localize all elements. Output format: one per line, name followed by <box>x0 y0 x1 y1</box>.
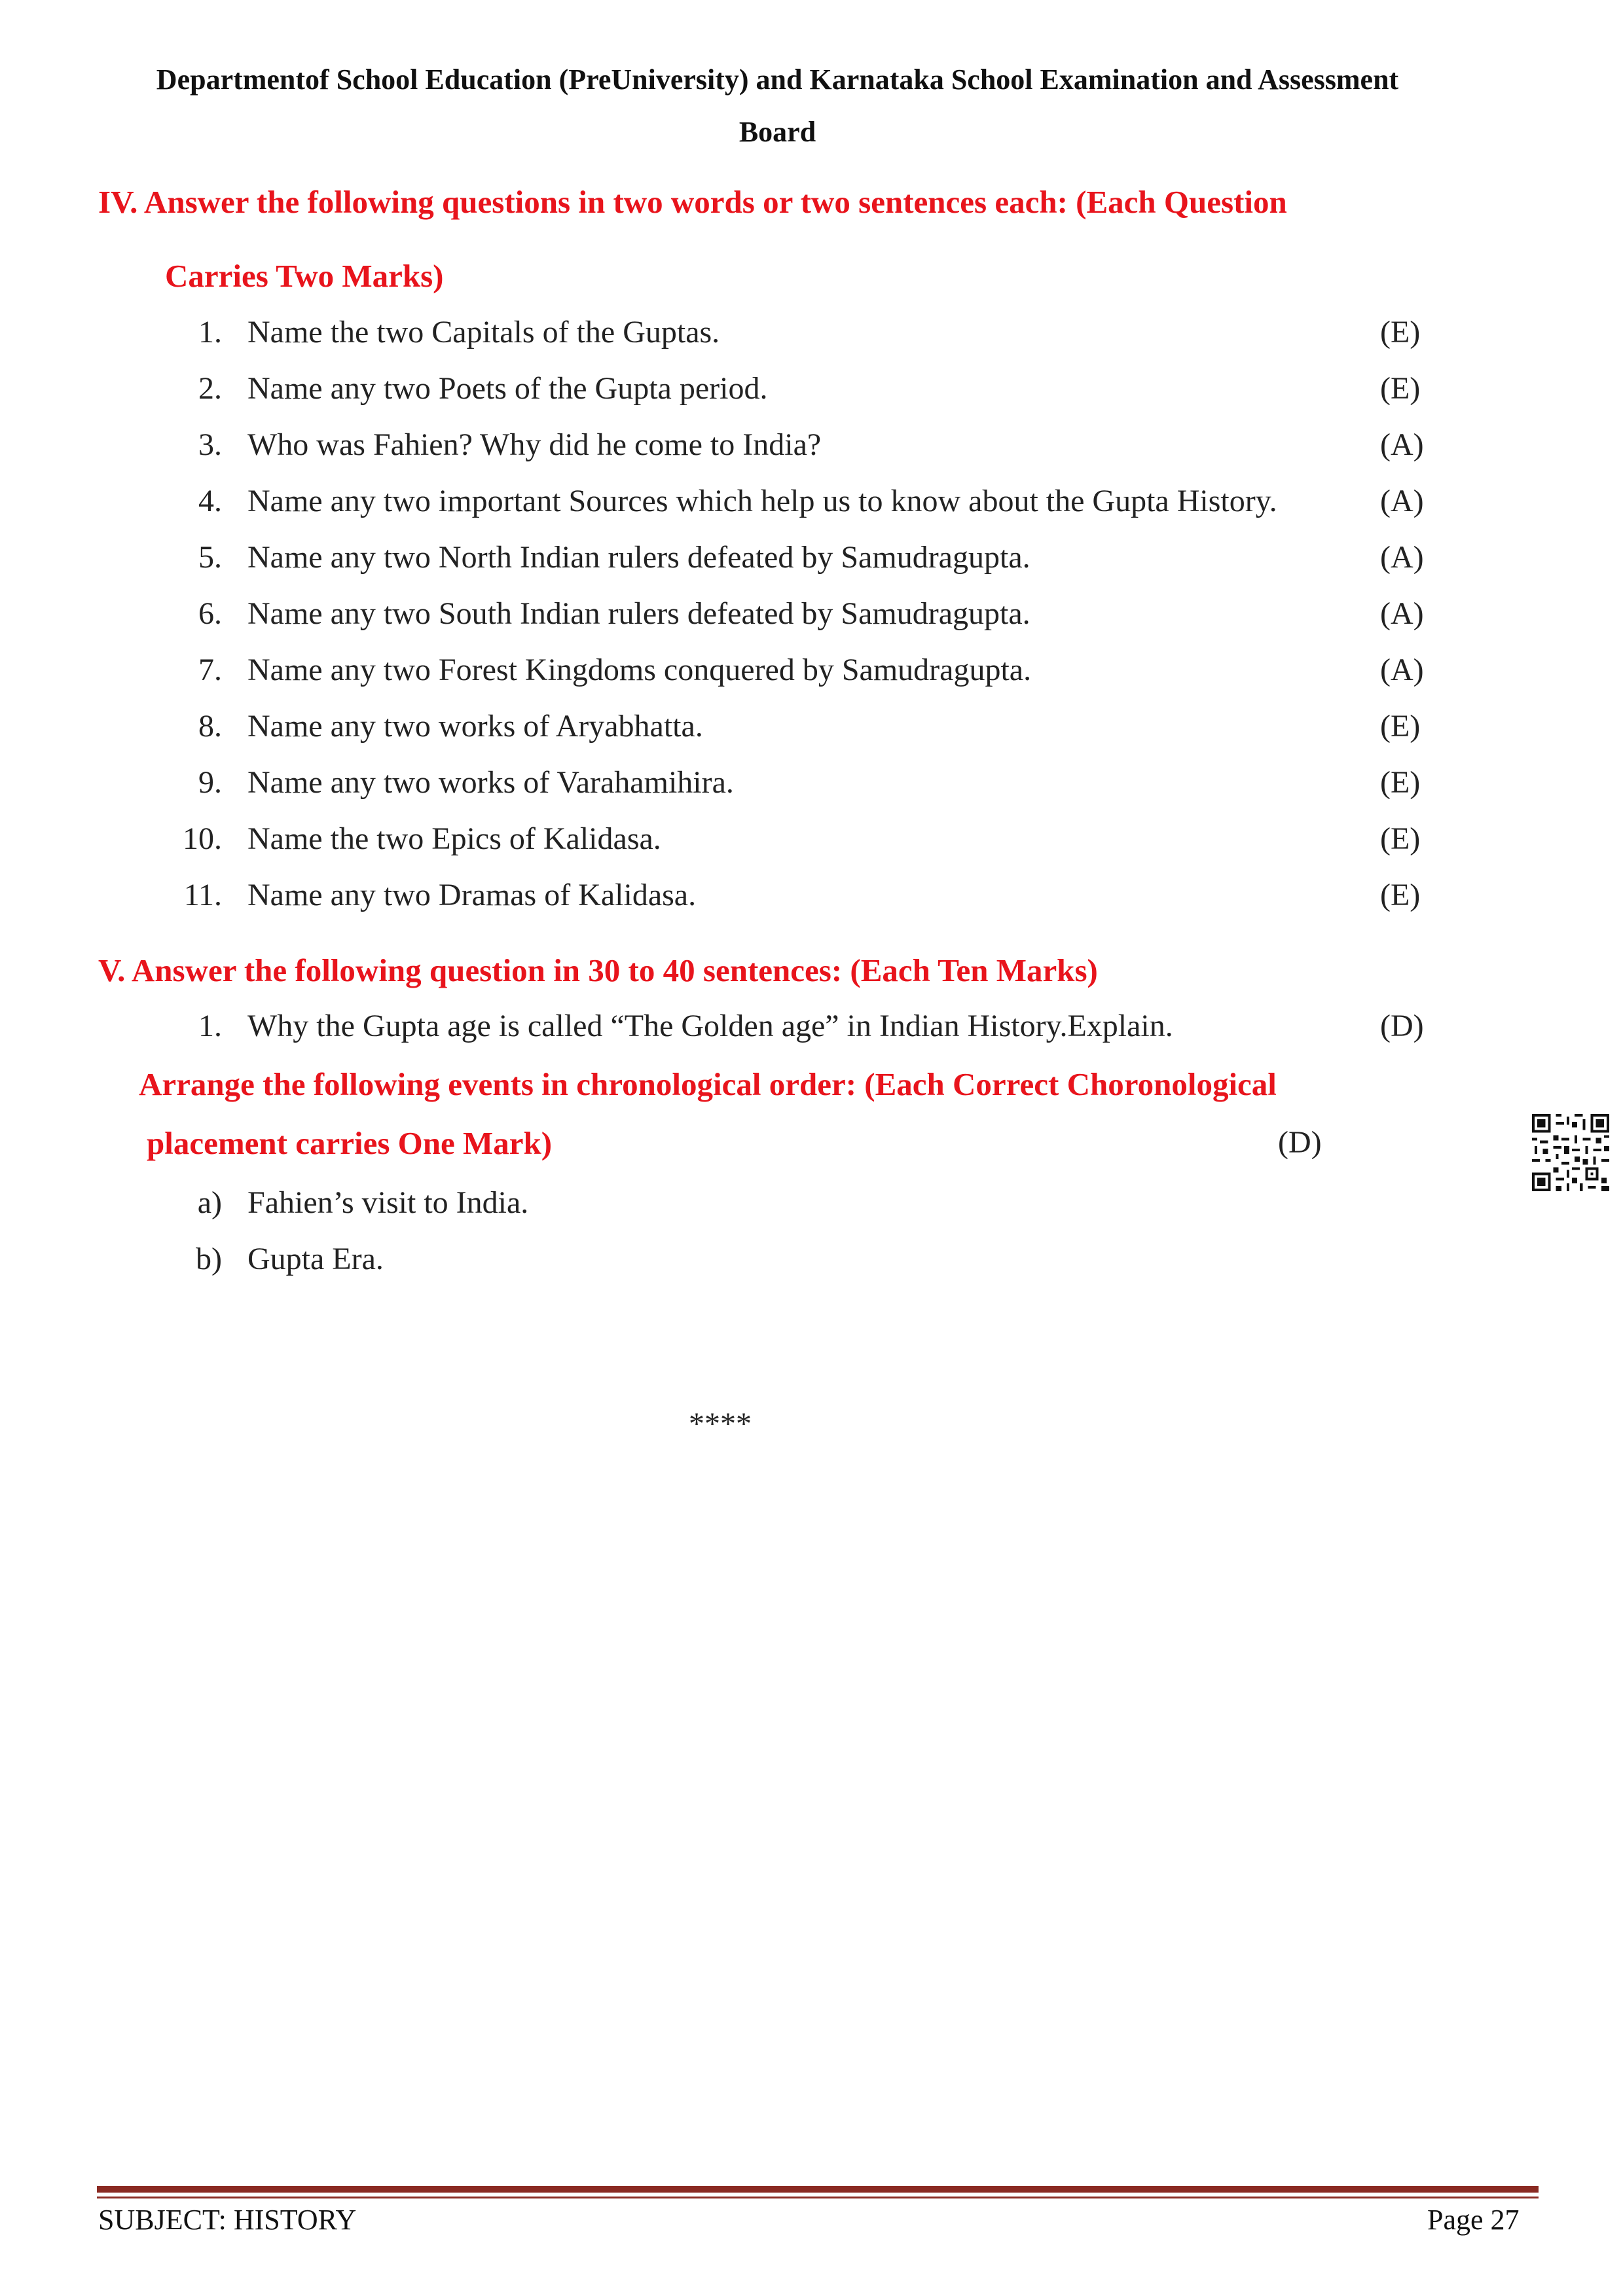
question-text: Who was Fahien? Why did he come to India? <box>247 427 822 462</box>
question-level: (E) <box>1380 315 1421 350</box>
question-number: 4. <box>198 484 222 518</box>
question-number: 1. <box>198 315 222 350</box>
question-item <box>0 314 1623 353</box>
question-text: Name any two works of Aryabhatta. <box>247 709 703 744</box>
question-item <box>0 821 1623 860</box>
arrange-item-text: Gupta Era. <box>247 1242 384 1276</box>
question-item <box>0 764 1623 804</box>
arrange-level: (D) <box>1278 1125 1322 1160</box>
question-level: (E) <box>1380 821 1421 856</box>
arrange-item-label: a) <box>197 1185 222 1220</box>
question-text: Name any two South Indian rulers defeated by Samudragupta. <box>247 596 1030 631</box>
question-level: (D) <box>1380 1009 1424 1043</box>
question-level: (A) <box>1380 596 1424 631</box>
question-number: 7. <box>198 653 222 687</box>
arrange-item-text: Fahien’s visit to India. <box>247 1185 529 1220</box>
question-item <box>0 652 1623 691</box>
arrange-heading: Arrange the following events in chronological order: (Each Correct Choronological <box>139 1066 1277 1102</box>
question-item <box>0 427 1623 466</box>
question-number: 3. <box>198 427 222 462</box>
question-number: 6. <box>198 596 222 631</box>
question-item <box>0 483 1623 522</box>
section-iv-heading-cont: Carries Two Marks) <box>165 258 444 294</box>
question-number: 8. <box>198 709 222 744</box>
arrange-item-label: b) <box>196 1242 222 1276</box>
question-item <box>0 539 1623 579</box>
arrange-item <box>0 1185 1623 1224</box>
footer-subject: SUBJECT: HISTORY <box>98 2204 357 2236</box>
question-text: Name the two Epics of Kalidasa. <box>247 821 661 856</box>
question-number: 10. <box>183 821 222 856</box>
arrange-item <box>0 1241 1623 1280</box>
question-level: (A) <box>1380 427 1424 462</box>
footer-rule-thin <box>97 2197 1539 2198</box>
question-level: (A) <box>1380 484 1424 518</box>
section-separator: **** <box>689 1407 752 1441</box>
question-level: (E) <box>1380 371 1421 406</box>
question-item <box>0 708 1623 747</box>
question-level: (A) <box>1380 653 1424 687</box>
question-item <box>0 370 1623 410</box>
arrange-heading-cont: placement carries One Mark) <box>147 1125 553 1161</box>
question-text: Name any two North Indian rulers defeated by Samudragupta. <box>247 540 1030 575</box>
question-level: (E) <box>1380 709 1421 744</box>
question-number: 9. <box>198 765 222 800</box>
question-number: 5. <box>198 540 222 575</box>
header-title-line2: Board <box>739 116 816 148</box>
question-text: Name the two Capitals of the Guptas. <box>247 315 720 350</box>
question-level: (A) <box>1380 540 1424 575</box>
question-number: 11. <box>183 878 222 912</box>
footer-rule-thick <box>97 2186 1539 2193</box>
question-number: 2. <box>198 371 222 406</box>
question-level: (E) <box>1380 878 1421 912</box>
footer-page-number: Page 27 <box>1427 2204 1520 2236</box>
question-text: Name any two Dramas of Kalidasa. <box>247 878 697 912</box>
question-item <box>0 596 1623 635</box>
qr-code-icon <box>1532 1114 1609 1191</box>
question-level: (E) <box>1380 765 1421 800</box>
question-text: Why the Gupta age is called “The Golden age” in Indian History.Explain. <box>247 1009 1173 1043</box>
header-title-line1: Departmentof School Education (PreUniversity) and Karnataka School Examination and Assessment <box>156 63 1399 96</box>
question-text: Name any two Forest Kingdoms conquered by Samudragupta. <box>247 653 1032 687</box>
question-text: Name any two important Sources which help us to know about the Gupta History. <box>247 484 1277 518</box>
question-text: Name any two works of Varahamihira. <box>247 765 734 800</box>
question-item <box>0 1008 1623 1047</box>
question-text: Name any two Poets of the Gupta period. <box>247 371 768 406</box>
section-v-heading: V. Answer the following question in 30 to 40 sentences: (Each Ten Marks) <box>98 952 1098 988</box>
question-number: 1. <box>198 1009 222 1043</box>
question-item <box>0 877 1623 916</box>
section-iv-heading: IV. Answer the following questions in two words or two sentences each: (Each Question <box>98 184 1287 220</box>
